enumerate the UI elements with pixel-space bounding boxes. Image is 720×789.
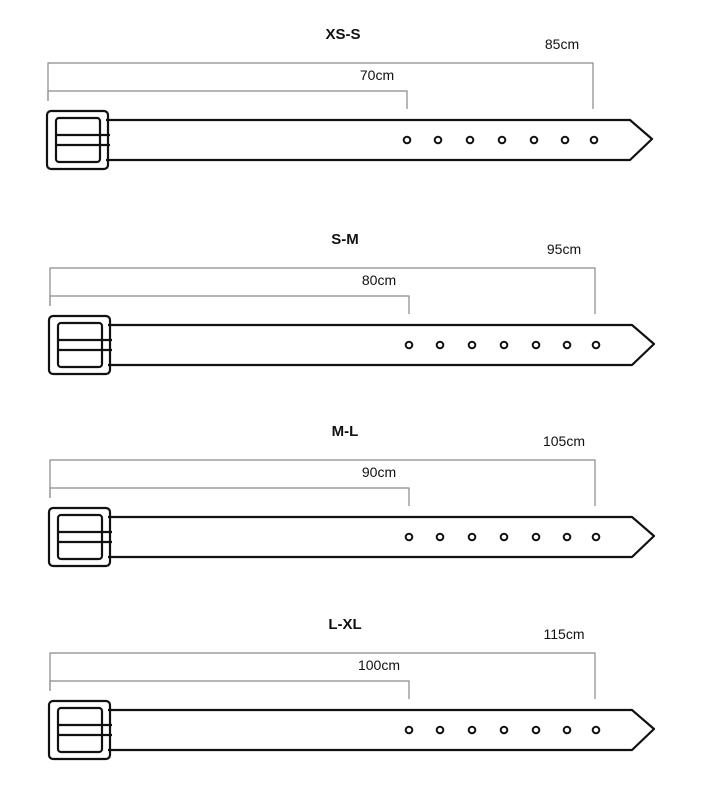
belt-hole — [591, 137, 598, 144]
belt-row-s-m — [49, 231, 654, 374]
size-label: S-M — [331, 231, 359, 248]
belt-hole — [435, 137, 442, 144]
belt-strap — [108, 325, 654, 365]
belt-hole — [467, 137, 474, 144]
total-length-dimension-line — [50, 268, 595, 314]
first-hole-dimension-line — [50, 681, 409, 699]
belt-hole — [501, 727, 508, 734]
belt-hole — [533, 342, 540, 349]
total-length-label: 85cm — [544, 36, 580, 52]
belt-hole — [437, 534, 444, 541]
belt-buckle-icon — [49, 316, 112, 374]
belt-hole — [501, 342, 508, 349]
total-length-label: 95cm — [546, 241, 582, 257]
size-label: L-XL — [328, 616, 362, 633]
belt-hole — [404, 137, 411, 144]
belt-hole — [564, 534, 571, 541]
belt-strap — [108, 710, 654, 750]
belt-hole — [533, 727, 540, 734]
belt-hole — [533, 534, 540, 541]
belt-hole — [499, 137, 506, 144]
belt-buckle-icon — [49, 508, 112, 566]
belt-hole — [593, 342, 600, 349]
belt-hole — [564, 342, 571, 349]
belt-hole — [437, 342, 444, 349]
belt-hole — [469, 727, 476, 734]
first-hole-dimension-line — [50, 296, 409, 314]
belt-hole — [406, 727, 413, 734]
belt-buckle-icon — [47, 111, 110, 169]
belt-hole — [564, 727, 571, 734]
belt-hole — [593, 727, 600, 734]
belt-hole — [437, 727, 444, 734]
belt-hole — [531, 137, 538, 144]
total-length-dimension-line — [48, 63, 593, 109]
first-hole-length-label: 70cm — [359, 67, 395, 83]
belt-hole — [469, 342, 476, 349]
size-label: M-L — [331, 423, 359, 440]
belt-strap — [106, 120, 652, 160]
belt-hole — [406, 534, 413, 541]
first-hole-length-label: 80cm — [361, 272, 397, 288]
total-length-dimension-line — [50, 460, 595, 506]
belt-hole — [469, 534, 476, 541]
size-label: XS-S — [325, 26, 361, 43]
first-hole-dimension-line — [48, 91, 407, 109]
first-hole-length-label: 90cm — [361, 464, 397, 480]
belt-row-xs-s — [47, 26, 652, 169]
belt-buckle-icon — [49, 701, 112, 759]
first-hole-dimension-line — [50, 488, 409, 506]
belt-hole — [501, 534, 508, 541]
total-length-label: 105cm — [542, 433, 586, 449]
belt-row-l-xl — [49, 616, 654, 759]
belt-hole — [593, 534, 600, 541]
total-length-dimension-line — [50, 653, 595, 699]
belt-row-m-l — [49, 423, 654, 566]
belt-hole — [562, 137, 569, 144]
total-length-label: 115cm — [543, 626, 585, 642]
belt-strap — [108, 517, 654, 557]
belt-hole — [406, 342, 413, 349]
first-hole-length-label: 100cm — [357, 657, 401, 673]
